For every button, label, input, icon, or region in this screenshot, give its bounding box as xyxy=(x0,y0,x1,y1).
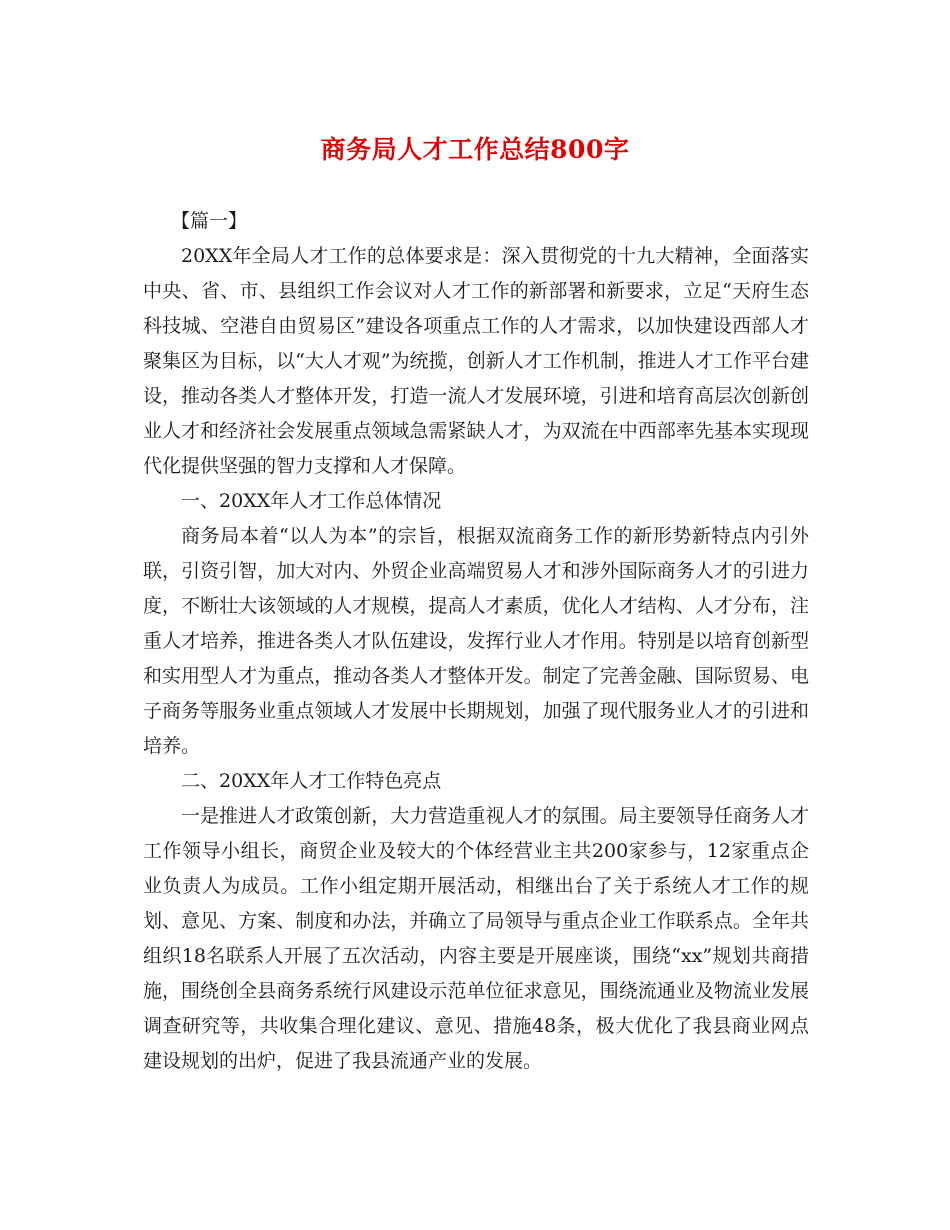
document-title: 商务局人才工作总结800字 xyxy=(320,135,630,164)
paragraph-overview: 商务局本着“以人为本”的宗旨，根据双流商务工作的新形势新特点内引外联，引资引智，加大对内、外贸企业高端贸易人才和涉外国际商务人才的引进力度，不断壮大该领域的人才规模，提高人才素质，优化人才结构、人才分布，注重人才培养，推进各类人才队伍建设，发挥行业人才作用。特别是以培育创新型和实用型人才为重点，推动各类人才整体开发。制定了完善金融、国际贸易、电子商务等服务业重点领域人才发展中长期规划，加强了现代服务业人才的引进和培养。 xyxy=(143,525,809,757)
section-heading-highlights: 二、20XX年人才工作特色亮点 xyxy=(181,770,442,792)
section-tag: 【篇一】 xyxy=(171,210,248,232)
document-body xyxy=(143,204,809,1079)
paragraph-highlights: 一是推进人才政策创新，大力营造重视人才的氛围。局主要领导任商务人才工作领导小组长，商贸企业及较大的个体经营业主共200家参与，12家重点企业负责人为成员。工作小组定期开展活动，相继出台了关于系统人才工作的规划、意见、方案、制度和办法，并确立了局领导与重点企业工作联系点。全年共组织18名联系人开展了五次活动，内容主要是开展座谈，围绕“xx”规划共商措施，围绕创全县商务系统行风建设示范单位征求意见，围绕流通业及物流业发展调查研究等，共收集合理化建议、意见、措施48条，极大优化了我县商业网点建设规划的出炉，促进了我县流通产业的发展。 xyxy=(143,805,809,1072)
paragraph-overall-requirements: 20XX年全局人才工作的总体要求是：深入贯彻党的十九大精神，全面落实中央、省、市、县组织工作会议对人才工作的新部署和新要求，立足“天府生态科技城、空港自由贸易区”建设各项重点工作的人才需求，以加快建设西部人才聚集区为目标，以“大人才观”为统揽，创新人才工作机制，推进人才工作平台建设，推动各类人才整体开发，打造一流人才发展环境，引进和培育高层次创新创业人才和经济社会发展重点领域急需紧缺人才，为双流在中西部率先基本实现现代化提供坚强的智力支撑和人才保障。 xyxy=(143,245,809,477)
section-heading-overview: 一、20XX年人才工作总体情况 xyxy=(181,490,442,512)
